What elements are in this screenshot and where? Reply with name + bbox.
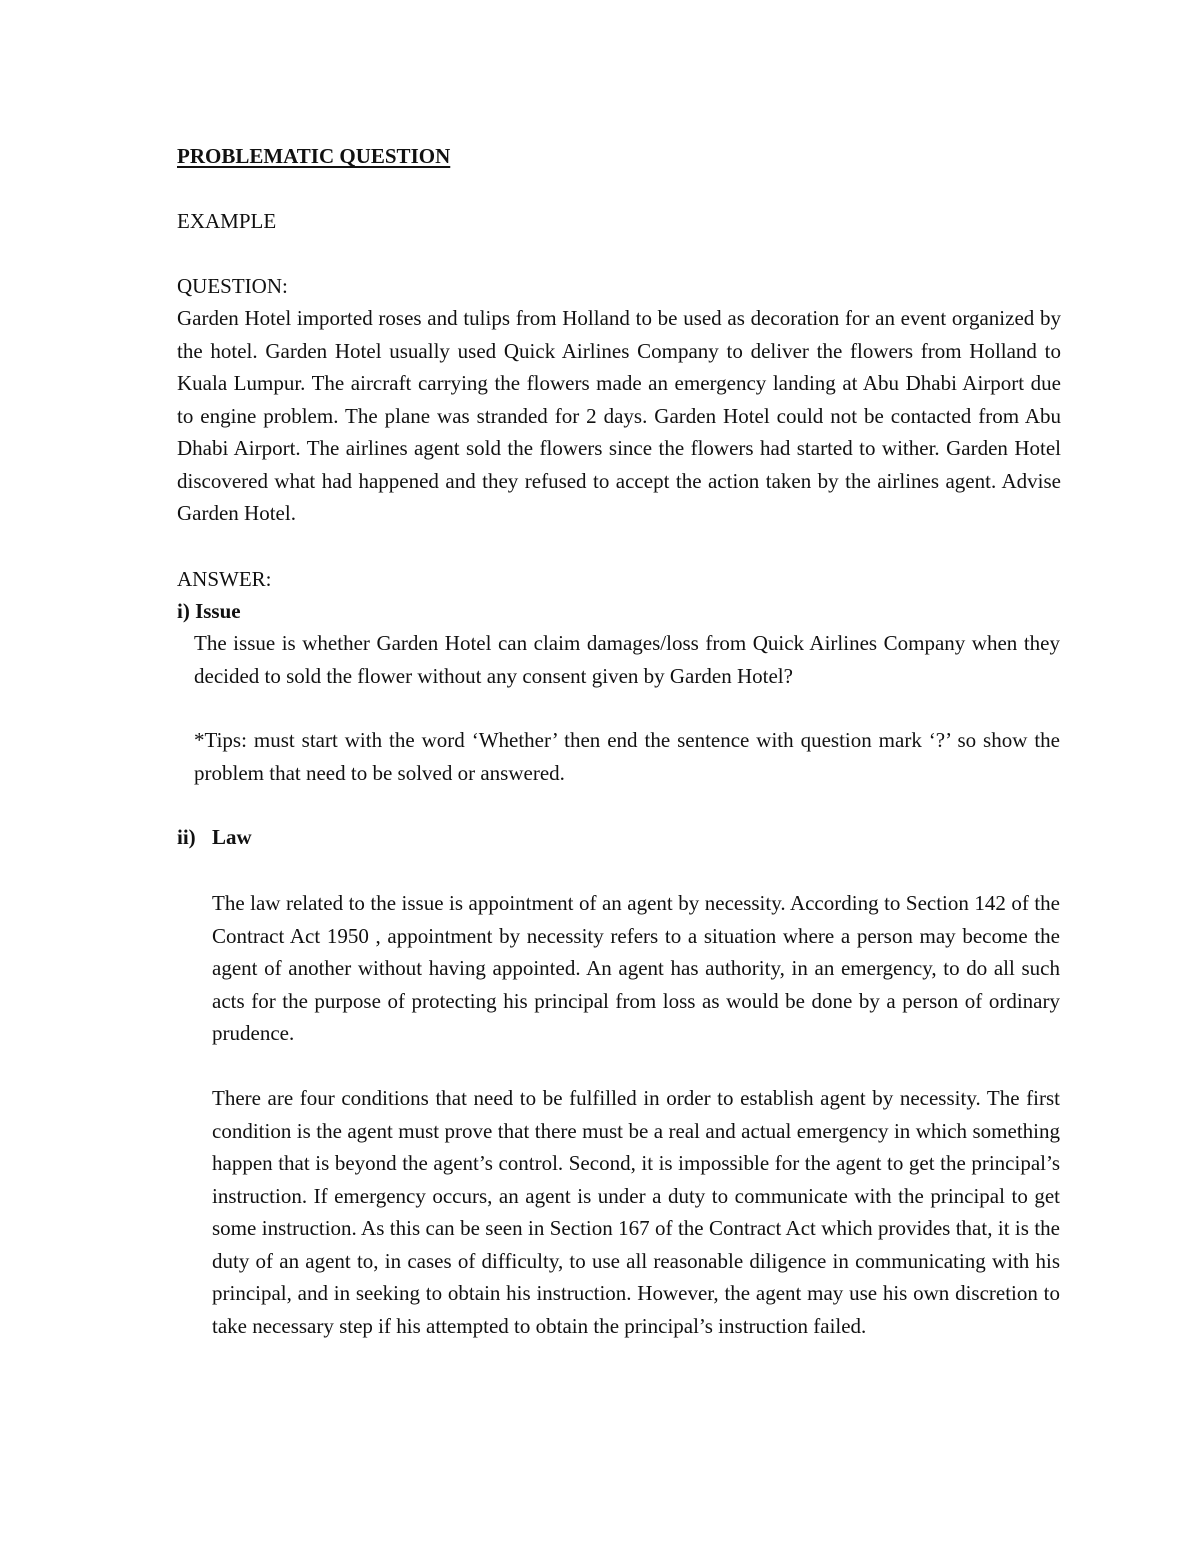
law-paragraph-2: There are four conditions that need to be fulfilled in order to establish agent by necessity. The first condition is the agent must prove that there must be a real and actual emergency in which something happen that is beyond the agent’s control. Second, it is impossible for the agent to get the principal’s instruction. If emergency occurs, an agent is under a duty to communicate with the principal to get some instruction. As this can be seen in Section 167 of the Contract Act which provides that, it is the duty of an agent to, in cases of difficulty, to use all reasonable diligence in communicating with his principal, and in seeking to obtain his instruction. However, the agent may use his own discretion to take necessary step if his attempted to obtain the principal’s instruction failed.	[212, 1086, 1060, 1338]
document-title: PROBLEMATIC QUESTION	[177, 144, 451, 168]
issue-tips: *Tips: must start with the word ‘Whether’ then end the sentence with question mark ‘?’ so show the problem that need to be solved or answered.	[194, 728, 1060, 785]
question-label: QUESTION:	[177, 274, 288, 298]
answer-label: ANSWER:	[177, 567, 272, 591]
issue-text: The issue is whether Garden Hotel can claim damages/loss from Quick Airlines Company when they decided to sold the flower without any consent given by Garden Hotel?	[194, 631, 1060, 688]
law-heading	[177, 821, 252, 854]
issue-heading: i) Issue	[177, 599, 241, 623]
law-paragraph-1: The law related to the issue is appointment of an agent by necessity. According to Section 142 of the Contract Act 1950 , appointment by necessity refers to a situation where a person may become the agent of another without having appointed. An agent has authority, in an emergency, to do all such acts for the purpose of protecting his principal from loss as would be done by a person of ordinary prudence.	[212, 891, 1060, 1045]
example-label: EXAMPLE	[177, 209, 277, 233]
law-heading-label: Law	[212, 825, 252, 849]
question-text: Garden Hotel imported roses and tulips from Holland to be used as decoration for an event organized by the hotel. Garden Hotel usually used Quick Airlines Company to deliver the flowers from Holland to Kuala Lumpur. The aircraft carrying the flowers made an emergency landing at Abu Dhabi Airport due to engine problem. The plane was stranded for 2 days. Garden Hotel could not be contacted from Abu Dhabi Airport. The airlines agent sold the flowers since the flowers had started to wither. Garden Hotel discovered what had happened and they refused to accept the action taken by the airlines agent. Advise Garden Hotel.	[177, 306, 1061, 525]
law-heading-number: ii)	[177, 825, 196, 849]
